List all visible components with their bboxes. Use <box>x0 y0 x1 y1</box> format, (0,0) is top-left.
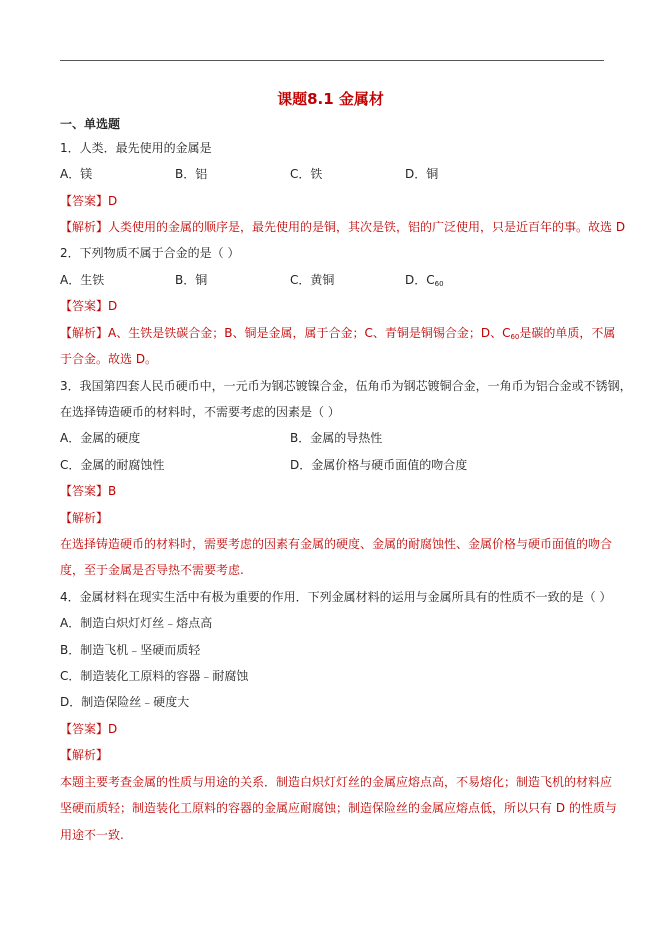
q1-option-b: B．铝 <box>175 167 208 181</box>
q1-option-a: A．镁 <box>60 167 93 181</box>
q2-option-a: A．生铁 <box>60 273 105 287</box>
q3-analysis-line-1: 在选择铸造硬币的材料时，需要考虑的因素有金属的硬度、金属的耐腐蚀性、金属价格与硬币面值的吻合 <box>60 537 613 551</box>
q1-stem: 1．人类．最先使用的金属是 <box>60 141 212 155</box>
page-title: 课题8.1 金属材 <box>277 90 384 108</box>
q4-analysis-label: 【解析】 <box>60 748 109 762</box>
q3-answer: 【答案】B <box>60 484 117 498</box>
q4-option-a: A．制造白炽灯灯丝﹣熔点高 <box>60 616 213 630</box>
q2-analysis-line-2: 于合金。故选 D。 <box>60 352 158 366</box>
q2-analysis-line-1: 【解析】A、生铁是铁碳合金；B、铜是金属，属于合金；C、青铜是铜锡合金；D、$C_{60}$是碳的单质，不属 <box>60 326 616 341</box>
q3-option-c: C．金属的耐腐蚀性 <box>60 458 165 472</box>
q2-option-b: B．铜 <box>175 273 208 287</box>
q3-option-a: A．金属的硬度 <box>60 431 141 445</box>
q4-analysis-line-1: 本题主要考查金属的性质与用途的关系．制造白炽灯灯丝的金属应熔点高，不易熔化；制造飞机的材料应 <box>60 775 613 789</box>
q3-stem-line-1: 3．我国第四套人民币硬币中，一元币为钢芯镀镍合金，伍角币为钢芯镀铜合金，一角币为铝合金或不锈钢， <box>60 379 632 393</box>
q4-option-b: B．制造飞机﹣坚硬而质轻 <box>60 643 201 657</box>
q2-option-c: C．黄铜 <box>290 273 335 287</box>
q1-analysis: 【解析】人类使用的金属的顺序是，最先使用的是铜，其次是铁，铝的广泛使用，只是近百年的事。故选 D <box>60 220 626 234</box>
q3-analysis-line-2: 度，至于金属是否导热不需要考虑. <box>60 563 244 577</box>
q4-option-c: C．制造装化工原料的容器﹣耐腐蚀 <box>60 669 249 683</box>
q1-answer: 【答案】D <box>60 194 118 208</box>
q2-stem: 2．下列物质不属于合金的是（ ） <box>60 246 240 260</box>
top-rule <box>60 60 604 61</box>
q4-option-d: D．制造保险丝﹣硬度大 <box>60 695 190 709</box>
q4-analysis-line-2: 坚硬而质轻；制造装化工原料的容器的金属应耐腐蚀；制造保险丝的金属应熔点低，所以只有 D 的性质与 <box>60 801 617 815</box>
q1-option-c: C．铁 <box>290 167 323 181</box>
q3-option-d: D．金属价格与硬币面值的吻合度 <box>290 458 468 472</box>
q3-option-b: B．金属的导热性 <box>290 431 383 445</box>
q4-analysis-line-3: 用途不一致. <box>60 828 124 842</box>
q3-analysis-label: 【解析】 <box>60 511 109 525</box>
q4-stem: 4．金属材料在现实生活中有极为重要的作用．下列金属材料的运用与金属所具有的性质不一致的是（ ） <box>60 590 612 604</box>
q1-option-d: D．铜 <box>405 167 439 181</box>
q3-stem-line-2: 在选择铸造硬币的材料时，不需要考虑的因素是（ ） <box>60 405 340 419</box>
q2-option-d: D．$C_{60}$ <box>405 273 444 288</box>
q4-answer: 【答案】D <box>60 722 118 736</box>
q2-answer: 【答案】D <box>60 299 118 313</box>
section-heading: 一、单选题 <box>60 117 121 131</box>
